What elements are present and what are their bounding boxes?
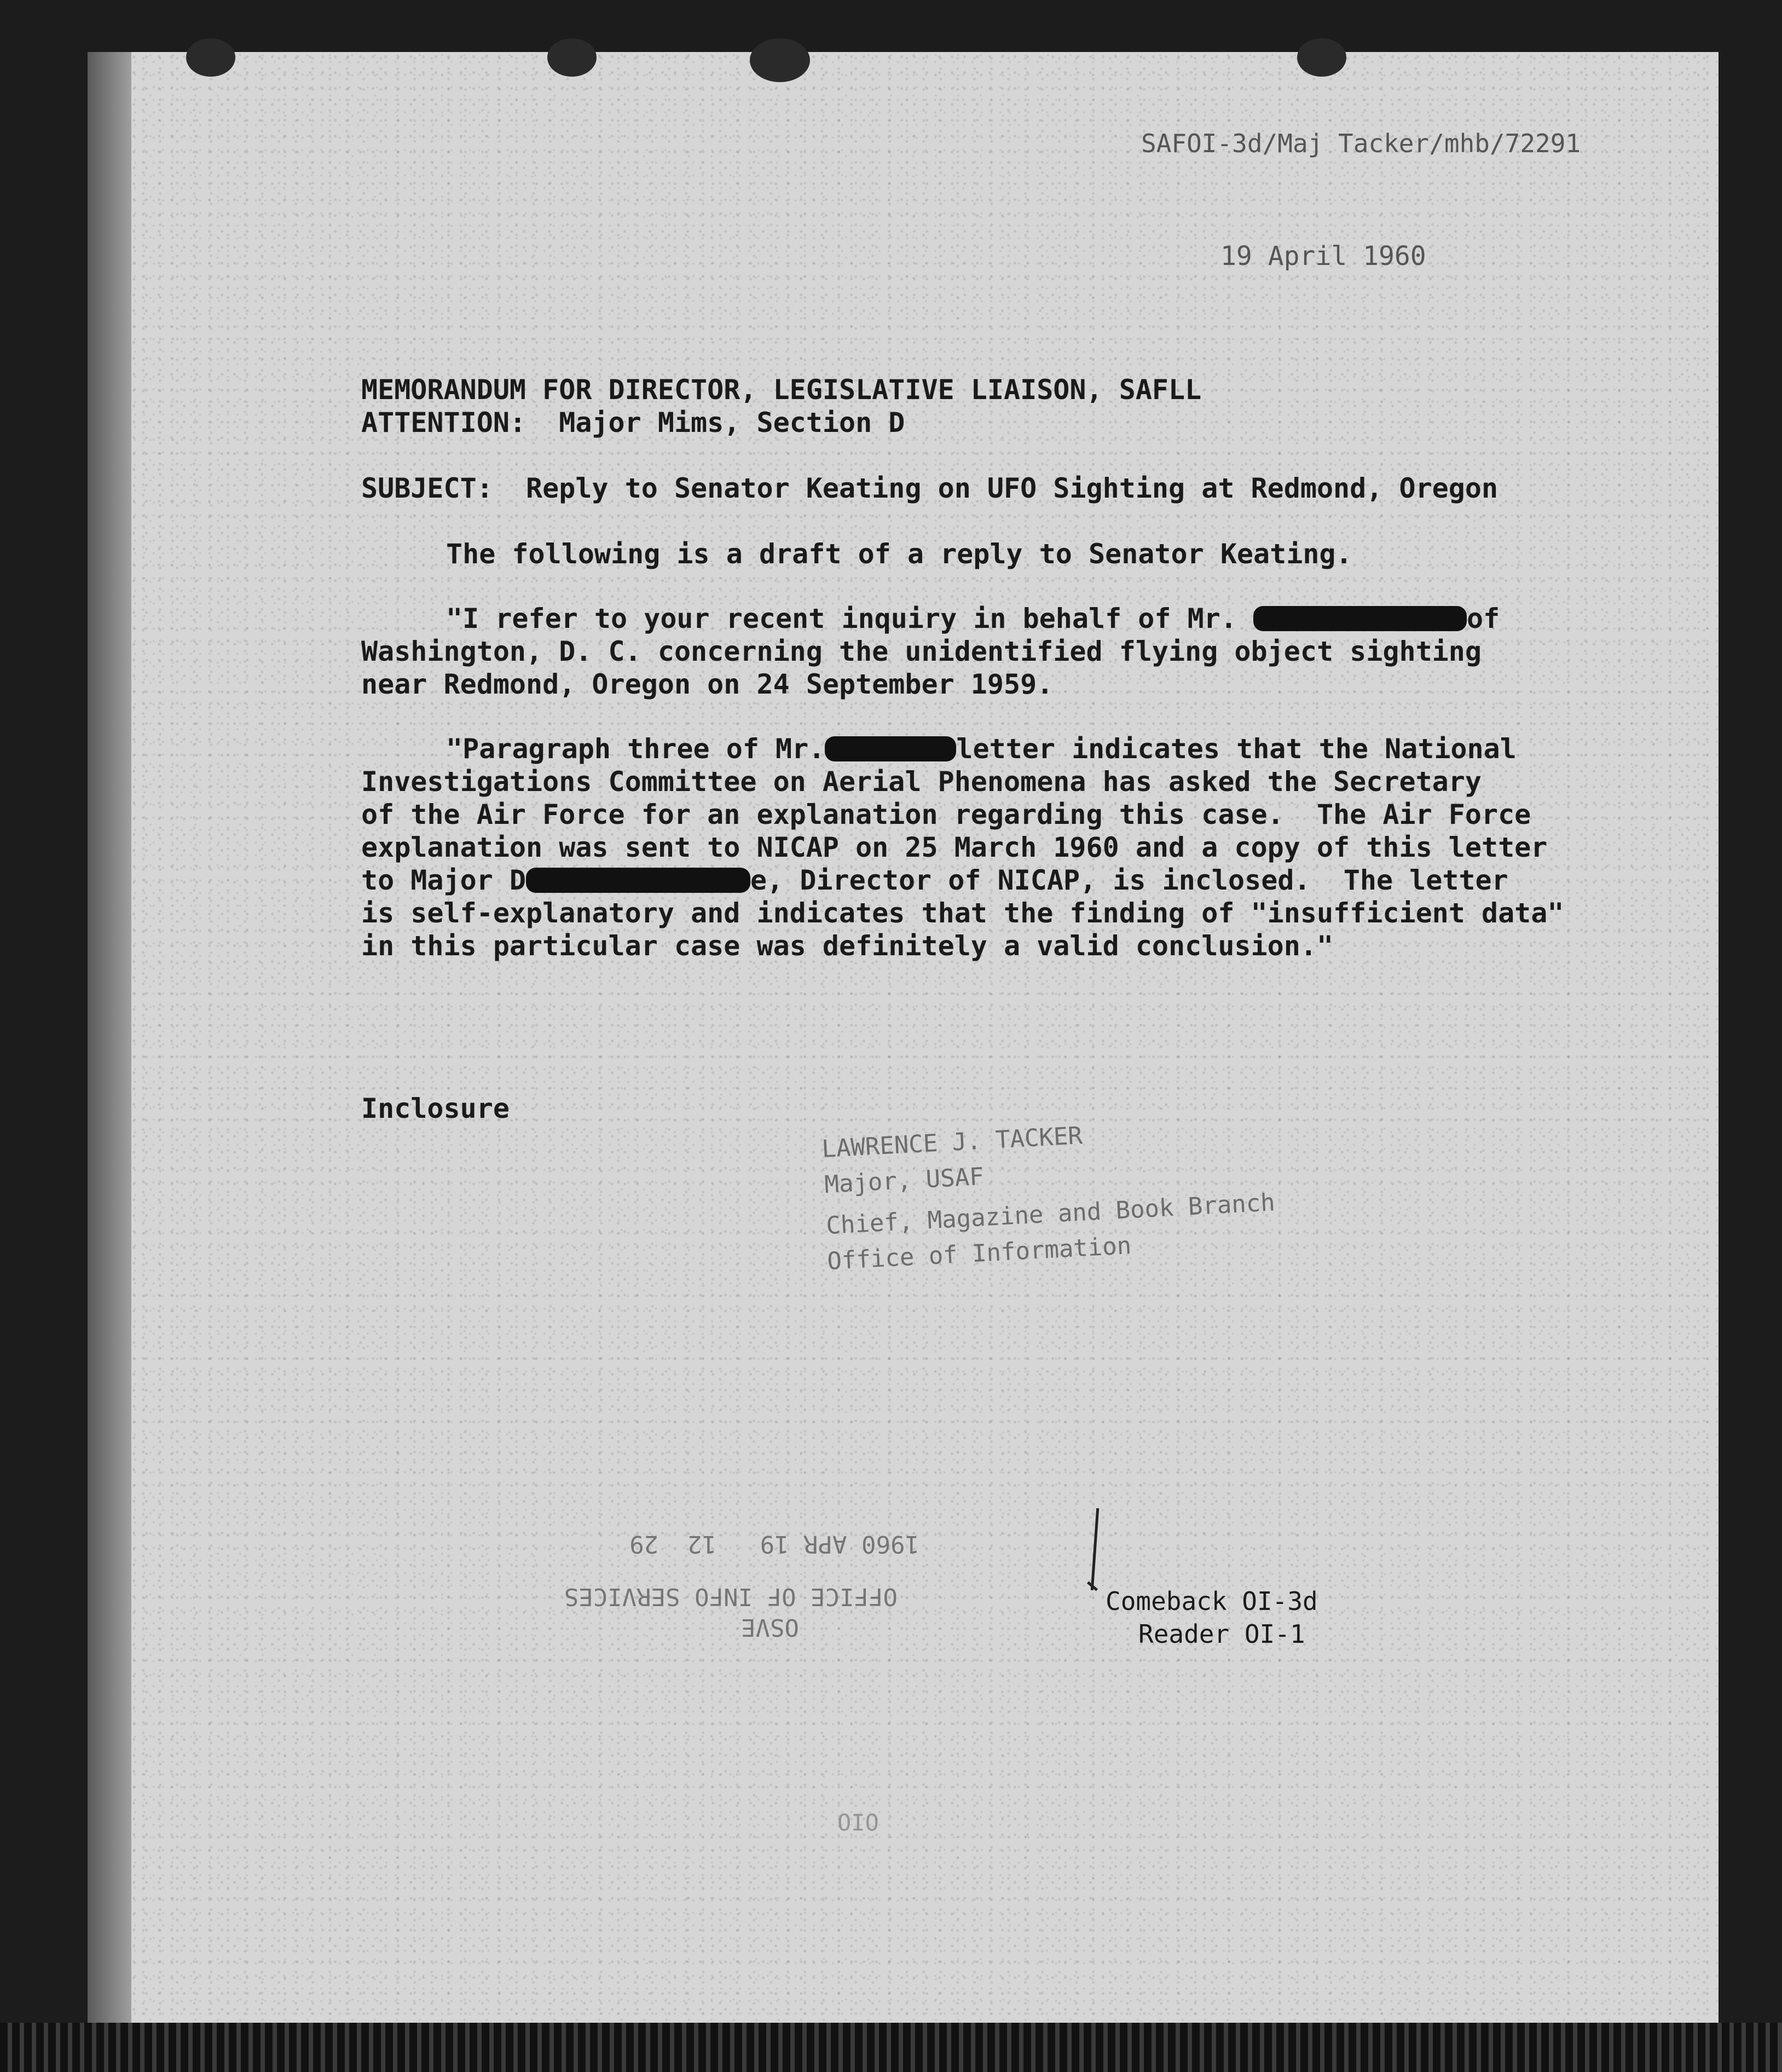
footer-mark: OIO <box>837 1809 879 1836</box>
paragraph-2-line-1b: letter indicates that the National <box>956 733 1517 765</box>
redaction-bar <box>526 868 750 893</box>
routing-comeback: Comeback OI-3d <box>1106 1586 1318 1616</box>
page-edge-shadow <box>88 52 137 2023</box>
signature-name: LAWRENCE J. TACKER <box>821 1122 1084 1163</box>
memo-attention-line: ATTENTION: Major Mims, Section D <box>361 407 905 438</box>
memo-to-line: MEMORANDUM FOR DIRECTOR, LEGISLATIVE LIAISON, SAFLL <box>361 374 1202 406</box>
punch-hole <box>186 38 235 77</box>
paragraph-1-line-1b: of <box>1467 603 1500 634</box>
inclosure-label: Inclosure <box>361 1093 510 1124</box>
redaction-bar <box>1253 606 1467 631</box>
punch-hole <box>547 38 597 77</box>
paragraph-1-line-3: near Redmond, Oregon on 24 September 1959. <box>361 668 1054 700</box>
paragraph-2 <box>361 732 1564 962</box>
stamp-line-3: 1960 APR 19 12 29 <box>629 1530 919 1558</box>
signature-rank: Major, USAF <box>824 1162 985 1199</box>
film-strip-edge <box>0 2023 1782 2072</box>
signature-title: Chief, Magazine and Book Branch <box>825 1188 1276 1240</box>
paragraph-1-line-1a: "I refer to your recent inquiry in behalf of Mr. <box>446 603 1254 634</box>
paragraph-2-line-6: is self-explanatory and indicates that the finding of "insufficient data" <box>361 897 1564 929</box>
paragraph-2-line-4: explanation was sent to NICAP on 25 March 1960 and a copy of this letter <box>361 832 1548 863</box>
punch-hole <box>750 38 810 82</box>
paper-sheet <box>131 52 1719 2023</box>
memo-intro: The following is a draft of a reply to Senator Keating. <box>446 538 1352 570</box>
memo-date: 19 April 1960 <box>1220 241 1426 272</box>
received-stamp <box>514 1530 919 1642</box>
paragraph-2-line-3: of the Air Force for an explanation regarding this case. The Air Force <box>361 799 1531 830</box>
reference-code: SAFOI-3d/Maj Tacker/mhb/72291 <box>1141 129 1581 158</box>
paragraph-2-line-5b: e, Director of NICAP, is inclosed. The letter <box>750 864 1508 896</box>
routing-reader: Reader OI-1 <box>1138 1619 1305 1649</box>
paragraph-2-line-2: Investigations Committee on Aerial Phenomena has asked the Secretary <box>361 766 1482 798</box>
memo-subject-line: SUBJECT: Reply to Senator Keating on UFO Sighting at Redmond, Oregon <box>361 472 1498 504</box>
paragraph-1 <box>361 602 1500 701</box>
redaction-bar <box>825 736 956 761</box>
paragraph-2-line-1a: "Paragraph three of Mr. <box>446 733 825 765</box>
paragraph-2-line-5a: to Major D <box>361 864 526 896</box>
punch-hole <box>1297 38 1346 77</box>
stamp-line-1: OSVE <box>741 1613 799 1641</box>
stamp-line-2: OFFICE OF INFO SERVICES <box>564 1583 898 1611</box>
paragraph-2-line-7: in this particular case was definitely a valid conclusion." <box>361 930 1334 962</box>
paragraph-1-line-2: Washington, D. C. concerning the unidentified flying object sighting <box>361 636 1482 667</box>
signature-office: Office of Information <box>826 1231 1132 1275</box>
